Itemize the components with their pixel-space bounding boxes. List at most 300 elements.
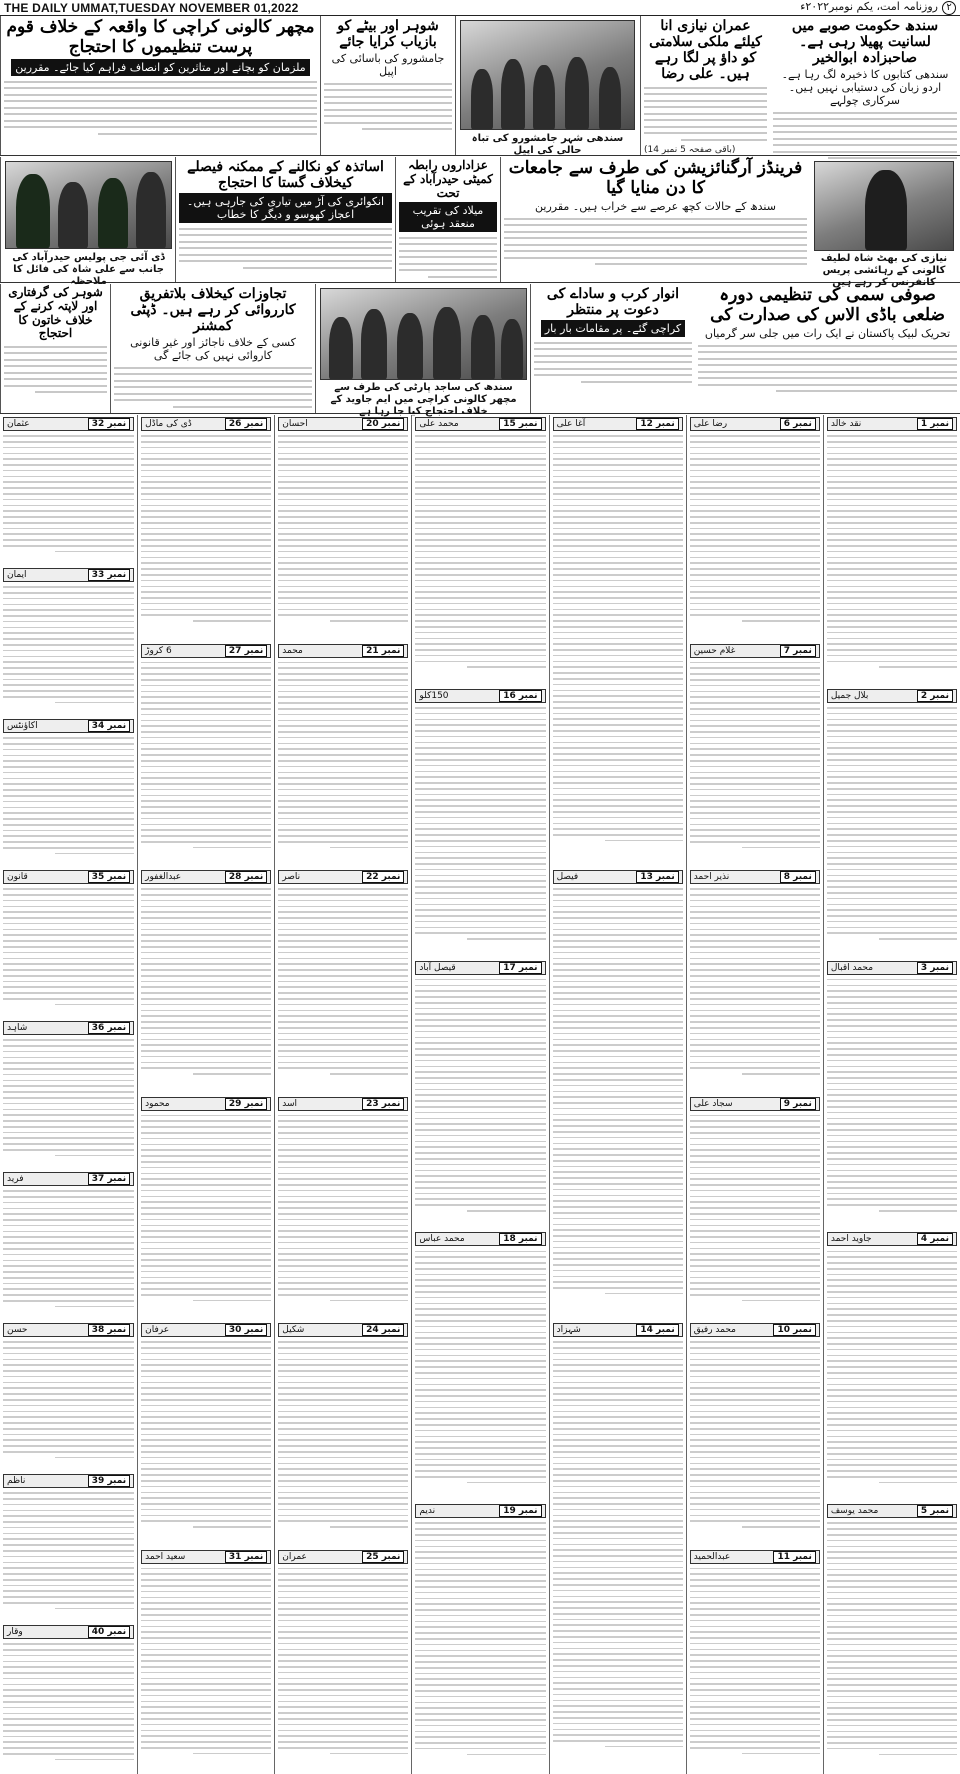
text-line xyxy=(827,805,957,807)
text-line xyxy=(690,1637,820,1639)
photo-caption: نیازی کی بھٹ شاہ لطیف کالونی کے رہائشی پریس کانفرنس کر رہے ہیں xyxy=(820,253,948,288)
notice-entry[interactable] xyxy=(687,644,823,867)
text-line xyxy=(3,1085,134,1087)
text-line xyxy=(553,958,683,960)
notice-entry[interactable] xyxy=(275,1097,411,1320)
text-line xyxy=(141,1654,271,1656)
text-line xyxy=(141,1568,271,1570)
text-line xyxy=(415,1453,545,1455)
text-line xyxy=(827,1106,957,1108)
text-line xyxy=(690,969,820,971)
text-line xyxy=(3,499,134,501)
text-line xyxy=(827,614,957,616)
text-line xyxy=(278,783,408,785)
notice-entry[interactable] xyxy=(412,1232,548,1500)
notice-entry[interactable] xyxy=(275,1323,411,1546)
text-line xyxy=(278,691,408,693)
text-line xyxy=(827,603,957,605)
text-line xyxy=(553,1671,683,1673)
text-line xyxy=(141,754,271,756)
notice-entry[interactable] xyxy=(0,719,137,866)
text-line xyxy=(827,747,957,749)
text-line xyxy=(553,981,683,983)
text-line xyxy=(3,656,134,658)
text-line xyxy=(827,1198,957,1200)
text-line xyxy=(3,1283,134,1285)
story-body xyxy=(504,218,807,266)
text-line xyxy=(278,1509,408,1511)
text-line xyxy=(690,1735,820,1737)
story-press-conference-photo[interactable] xyxy=(810,157,960,288)
story-friends-org[interactable] xyxy=(500,157,810,282)
text-line xyxy=(827,1430,957,1432)
text-line xyxy=(3,1411,134,1413)
story-subhead: تحریک لبیک پاکستان نے ایک رات میں جلی سر گرمیاں xyxy=(704,327,951,341)
text-line xyxy=(827,1673,957,1675)
text-line xyxy=(141,958,271,960)
story-anwar[interactable] xyxy=(530,284,695,413)
notice-entry[interactable] xyxy=(412,1504,548,1772)
text-line xyxy=(415,875,545,877)
text-line xyxy=(827,794,957,796)
text-line xyxy=(278,917,408,919)
text-line xyxy=(553,1399,683,1401)
text-line xyxy=(553,666,683,668)
text-line xyxy=(141,737,271,739)
text-line xyxy=(278,737,408,739)
text-line xyxy=(827,886,957,888)
text-line xyxy=(415,996,545,998)
text-line xyxy=(278,743,408,745)
text-line xyxy=(415,713,545,715)
text-line xyxy=(690,1428,820,1430)
text-line xyxy=(3,1242,134,1244)
story-protest-photo[interactable] xyxy=(455,16,640,155)
text-line xyxy=(415,1598,545,1600)
text-line xyxy=(415,1360,545,1362)
text-line xyxy=(690,1399,820,1401)
text-line xyxy=(3,505,134,507)
text-line xyxy=(553,1027,683,1029)
text-line xyxy=(278,1282,408,1284)
story-sindh-party-photo[interactable] xyxy=(315,284,530,417)
notice-label: اکاؤنٹس xyxy=(7,721,38,731)
notice-label: عثمان xyxy=(7,419,30,429)
text-line xyxy=(553,1532,683,1534)
text-line xyxy=(827,1343,957,1345)
notice-entry[interactable] xyxy=(275,1550,411,1773)
text-line xyxy=(690,737,820,739)
text-line xyxy=(690,1027,820,1029)
text-line xyxy=(690,1660,820,1662)
notice-entry[interactable] xyxy=(0,1474,137,1621)
text-line xyxy=(553,626,683,628)
notice-entry[interactable] xyxy=(687,1550,823,1773)
text-line xyxy=(3,1445,134,1447)
text-line xyxy=(3,1376,134,1378)
text-line xyxy=(3,1579,134,1581)
notice-entry[interactable] xyxy=(687,417,823,640)
text-line xyxy=(278,1637,408,1639)
text-line xyxy=(827,782,957,784)
notice-tag xyxy=(415,689,545,703)
notice-label: جاوید احمد xyxy=(830,1234,872,1245)
text-line xyxy=(415,505,545,507)
text-line xyxy=(3,1225,134,1227)
text-line xyxy=(553,1509,683,1511)
text-line xyxy=(553,632,683,634)
notice-entry[interactable] xyxy=(412,417,548,685)
text-line xyxy=(141,510,271,512)
text-line xyxy=(690,1724,820,1726)
text-line xyxy=(553,811,683,813)
text-line xyxy=(553,1287,683,1289)
text-line xyxy=(827,1123,957,1125)
text-line xyxy=(553,1648,683,1650)
text-line xyxy=(141,1062,271,1064)
notice-entry[interactable] xyxy=(687,1097,823,1320)
text-line xyxy=(3,911,134,913)
text-line xyxy=(3,1109,134,1111)
text-line xyxy=(827,586,957,588)
text-line xyxy=(415,1343,545,1345)
text-line xyxy=(141,1248,271,1250)
text-line xyxy=(141,1724,271,1726)
text-line xyxy=(141,1161,271,1163)
notice-entry[interactable] xyxy=(0,1625,137,1772)
text-line xyxy=(690,766,820,768)
text-line xyxy=(278,835,408,837)
notice-label: شاہد xyxy=(7,1023,28,1033)
text-line xyxy=(278,725,408,727)
text-line xyxy=(690,1062,820,1064)
text-line xyxy=(141,1701,271,1703)
text-line xyxy=(141,1120,271,1122)
text-line xyxy=(278,731,408,733)
text-line xyxy=(553,1119,683,1121)
text-line xyxy=(827,1360,957,1362)
text-line xyxy=(415,904,545,906)
text-line xyxy=(278,1591,408,1593)
story-machar-colony[interactable] xyxy=(0,16,320,155)
page-number: ۲ xyxy=(942,1,956,15)
text-line xyxy=(278,841,408,843)
text-line xyxy=(415,493,545,495)
text-line xyxy=(553,1451,683,1453)
text-line xyxy=(278,900,408,902)
text-line xyxy=(415,487,545,489)
text-line xyxy=(690,1468,820,1470)
notice-entry[interactable] xyxy=(824,1504,960,1772)
text-line xyxy=(690,1503,820,1505)
notice-number: نمبر 19 xyxy=(499,1505,541,1517)
text-line xyxy=(827,453,957,455)
text-line xyxy=(141,714,271,716)
text-line xyxy=(330,1300,408,1302)
text-line xyxy=(3,772,134,774)
text-line xyxy=(690,1167,820,1169)
notice-number: نمبر 11 xyxy=(773,1551,815,1563)
text-line xyxy=(278,685,408,687)
text-line xyxy=(827,493,957,495)
text-line xyxy=(690,551,820,553)
notice-entry[interactable] xyxy=(687,1323,823,1546)
text-line xyxy=(827,811,957,813)
notice-entry[interactable] xyxy=(824,1232,960,1500)
notice-label: نقد خالد xyxy=(830,419,862,429)
text-line xyxy=(415,985,545,987)
notice-entry[interactable] xyxy=(138,1550,274,1773)
notice-tag xyxy=(141,417,271,431)
notice-entry[interactable] xyxy=(138,1097,274,1320)
text-line xyxy=(141,673,271,675)
text-line xyxy=(415,522,545,524)
text-line xyxy=(553,447,683,449)
text-line xyxy=(690,1591,820,1593)
notice-number: نمبر 27 xyxy=(225,645,267,657)
text-line xyxy=(3,1051,134,1053)
notice-entry[interactable] xyxy=(0,1172,137,1319)
text-line xyxy=(278,1184,408,1186)
story-encroachment[interactable] xyxy=(110,284,315,413)
text-line xyxy=(141,1683,271,1685)
text-line xyxy=(3,1359,134,1361)
text-line xyxy=(690,1126,820,1128)
text-line xyxy=(690,1067,820,1069)
text-line xyxy=(278,574,408,576)
text-line xyxy=(415,464,545,466)
text-line xyxy=(553,1382,683,1384)
text-line xyxy=(827,1262,957,1264)
story-teachers-gasta[interactable] xyxy=(175,157,395,282)
text-line xyxy=(415,846,545,848)
text-line xyxy=(690,1666,820,1668)
news-row-3 xyxy=(0,284,960,417)
text-line xyxy=(278,1666,408,1668)
text-line xyxy=(553,834,683,836)
text-line xyxy=(141,1411,271,1413)
text-line xyxy=(415,886,545,888)
notice-tag xyxy=(278,1550,408,1564)
text-line xyxy=(141,894,271,896)
text-line xyxy=(827,1251,957,1253)
text-line xyxy=(827,1112,957,1114)
story-husband-son[interactable] xyxy=(320,16,455,155)
text-line xyxy=(278,1695,408,1697)
notice-entry[interactable] xyxy=(824,417,960,685)
text-line xyxy=(827,1042,957,1044)
text-line xyxy=(55,551,134,553)
text-line xyxy=(415,990,545,992)
notice-entry[interactable] xyxy=(0,417,137,564)
notice-entry[interactable] xyxy=(138,644,274,867)
text-line xyxy=(690,1347,820,1349)
text-line xyxy=(827,643,957,645)
text-line xyxy=(278,662,408,664)
text-line xyxy=(827,1349,957,1351)
text-line xyxy=(553,481,683,483)
text-line xyxy=(141,505,271,507)
text-line xyxy=(827,1366,957,1368)
text-line xyxy=(827,1279,957,1281)
text-line xyxy=(141,597,271,599)
text-line xyxy=(553,1561,683,1563)
text-line xyxy=(827,533,957,535)
text-line xyxy=(278,1689,408,1691)
story-imran-niazi[interactable] xyxy=(640,16,770,155)
text-line xyxy=(827,736,957,738)
notice-entry[interactable] xyxy=(550,417,686,866)
text-line xyxy=(827,626,957,628)
text-line xyxy=(690,1230,820,1232)
text-line xyxy=(553,1526,683,1528)
text-line xyxy=(690,1225,820,1227)
story-dig-police-photo[interactable] xyxy=(0,157,175,287)
text-line xyxy=(278,906,408,908)
text-line xyxy=(278,934,408,936)
notice-label: ناصر xyxy=(282,872,301,882)
text-line xyxy=(141,1149,271,1151)
notice-entry[interactable] xyxy=(824,689,960,957)
text-line xyxy=(690,1405,820,1407)
text-line xyxy=(141,1167,271,1169)
text-line xyxy=(415,1054,545,1056)
text-line xyxy=(553,603,683,605)
notice-entry[interactable] xyxy=(275,870,411,1093)
notice-entry[interactable] xyxy=(275,417,411,640)
notice-entry[interactable] xyxy=(138,1323,274,1546)
text-line xyxy=(690,1649,820,1651)
text-line xyxy=(690,1282,820,1284)
notice-entry[interactable] xyxy=(550,1323,686,1772)
story-sufi-sami[interactable] xyxy=(695,284,960,413)
text-line xyxy=(3,1277,134,1279)
story-sindh-govt[interactable] xyxy=(770,16,960,155)
text-line xyxy=(690,574,820,576)
notice-entry[interactable] xyxy=(824,961,960,1229)
text-line xyxy=(141,1242,271,1244)
notice-entry[interactable] xyxy=(138,870,274,1093)
text-line xyxy=(278,1480,408,1482)
text-line xyxy=(415,1146,545,1148)
text-line xyxy=(827,932,957,934)
story-azadaran[interactable] xyxy=(395,157,500,282)
text-line xyxy=(553,736,683,738)
text-line xyxy=(690,1021,820,1023)
text-line xyxy=(330,620,408,622)
notice-label: قیصل آباد xyxy=(419,962,456,973)
text-line xyxy=(690,1416,820,1418)
text-line xyxy=(553,1734,683,1736)
text-line xyxy=(141,1021,271,1023)
text-line xyxy=(55,1004,134,1006)
text-line xyxy=(415,753,545,755)
text-line xyxy=(415,516,545,518)
notice-entry[interactable] xyxy=(0,1323,137,1470)
text-line xyxy=(278,975,408,977)
story-woman-protest[interactable] xyxy=(0,284,110,413)
text-line xyxy=(415,562,545,564)
text-line xyxy=(415,499,545,501)
text-line xyxy=(141,516,271,518)
notice-tag xyxy=(278,870,408,884)
notice-entry[interactable] xyxy=(0,1021,137,1168)
text-line xyxy=(141,1695,271,1697)
text-line xyxy=(278,1387,408,1389)
text-line xyxy=(827,1603,957,1605)
text-line xyxy=(141,992,271,994)
text-line xyxy=(415,638,545,640)
text-line xyxy=(553,609,683,611)
notice-entry[interactable] xyxy=(275,644,411,867)
text-line xyxy=(415,1580,545,1582)
story-subhead: ملزمان کو بچانے اور متاثرین کو انصاف فراہم کیا جائے۔ مقررین xyxy=(4,59,317,76)
text-line xyxy=(553,969,683,971)
notice-entry[interactable] xyxy=(0,568,137,715)
text-line xyxy=(553,1114,683,1116)
text-line xyxy=(141,1735,271,1737)
text-line xyxy=(3,1550,134,1552)
notice-number: نمبر 20 xyxy=(362,418,404,430)
notice-entry[interactable] xyxy=(412,689,548,957)
text-line xyxy=(141,447,271,449)
text-line xyxy=(3,1294,134,1296)
story-headline: شوہر اور بیٹے کو بازیاب کرایا جائے xyxy=(337,18,439,51)
text-line xyxy=(690,1004,820,1006)
text-line xyxy=(690,1492,820,1494)
text-line xyxy=(553,1538,683,1540)
notice-entry[interactable] xyxy=(687,870,823,1093)
notice-entry[interactable] xyxy=(0,870,137,1017)
text-line xyxy=(553,1711,683,1713)
text-line xyxy=(141,777,271,779)
text-line xyxy=(141,963,271,965)
notice-label: محمد یوسف xyxy=(830,1506,879,1517)
notice-entry[interactable] xyxy=(138,417,274,640)
text-line xyxy=(415,1661,545,1663)
notice-label: سعید احمد xyxy=(145,1551,186,1562)
text-line xyxy=(827,476,957,478)
text-line xyxy=(553,1218,683,1220)
text-line xyxy=(415,1031,545,1033)
notice-entry[interactable] xyxy=(550,870,686,1319)
text-line xyxy=(141,1480,271,1482)
notice-label: فرید xyxy=(7,1174,24,1184)
text-line xyxy=(3,528,134,530)
text-line xyxy=(827,1303,957,1305)
text-line xyxy=(690,673,820,675)
text-line xyxy=(141,1376,271,1378)
text-line xyxy=(141,603,271,605)
text-line xyxy=(3,835,134,837)
text-line xyxy=(141,685,271,687)
text-line xyxy=(415,453,545,455)
text-line xyxy=(278,952,408,954)
notice-number: نمبر 2 xyxy=(917,690,953,702)
text-line xyxy=(553,1486,683,1488)
text-line xyxy=(827,863,957,865)
text-line xyxy=(278,818,408,820)
text-line xyxy=(278,493,408,495)
text-line xyxy=(553,678,683,680)
text-line xyxy=(415,1615,545,1617)
notice-entry[interactable] xyxy=(412,961,548,1229)
text-line xyxy=(827,1002,957,1004)
text-line xyxy=(553,1567,683,1569)
text-line xyxy=(278,1027,408,1029)
text-line xyxy=(690,829,820,831)
text-line xyxy=(690,1643,820,1645)
